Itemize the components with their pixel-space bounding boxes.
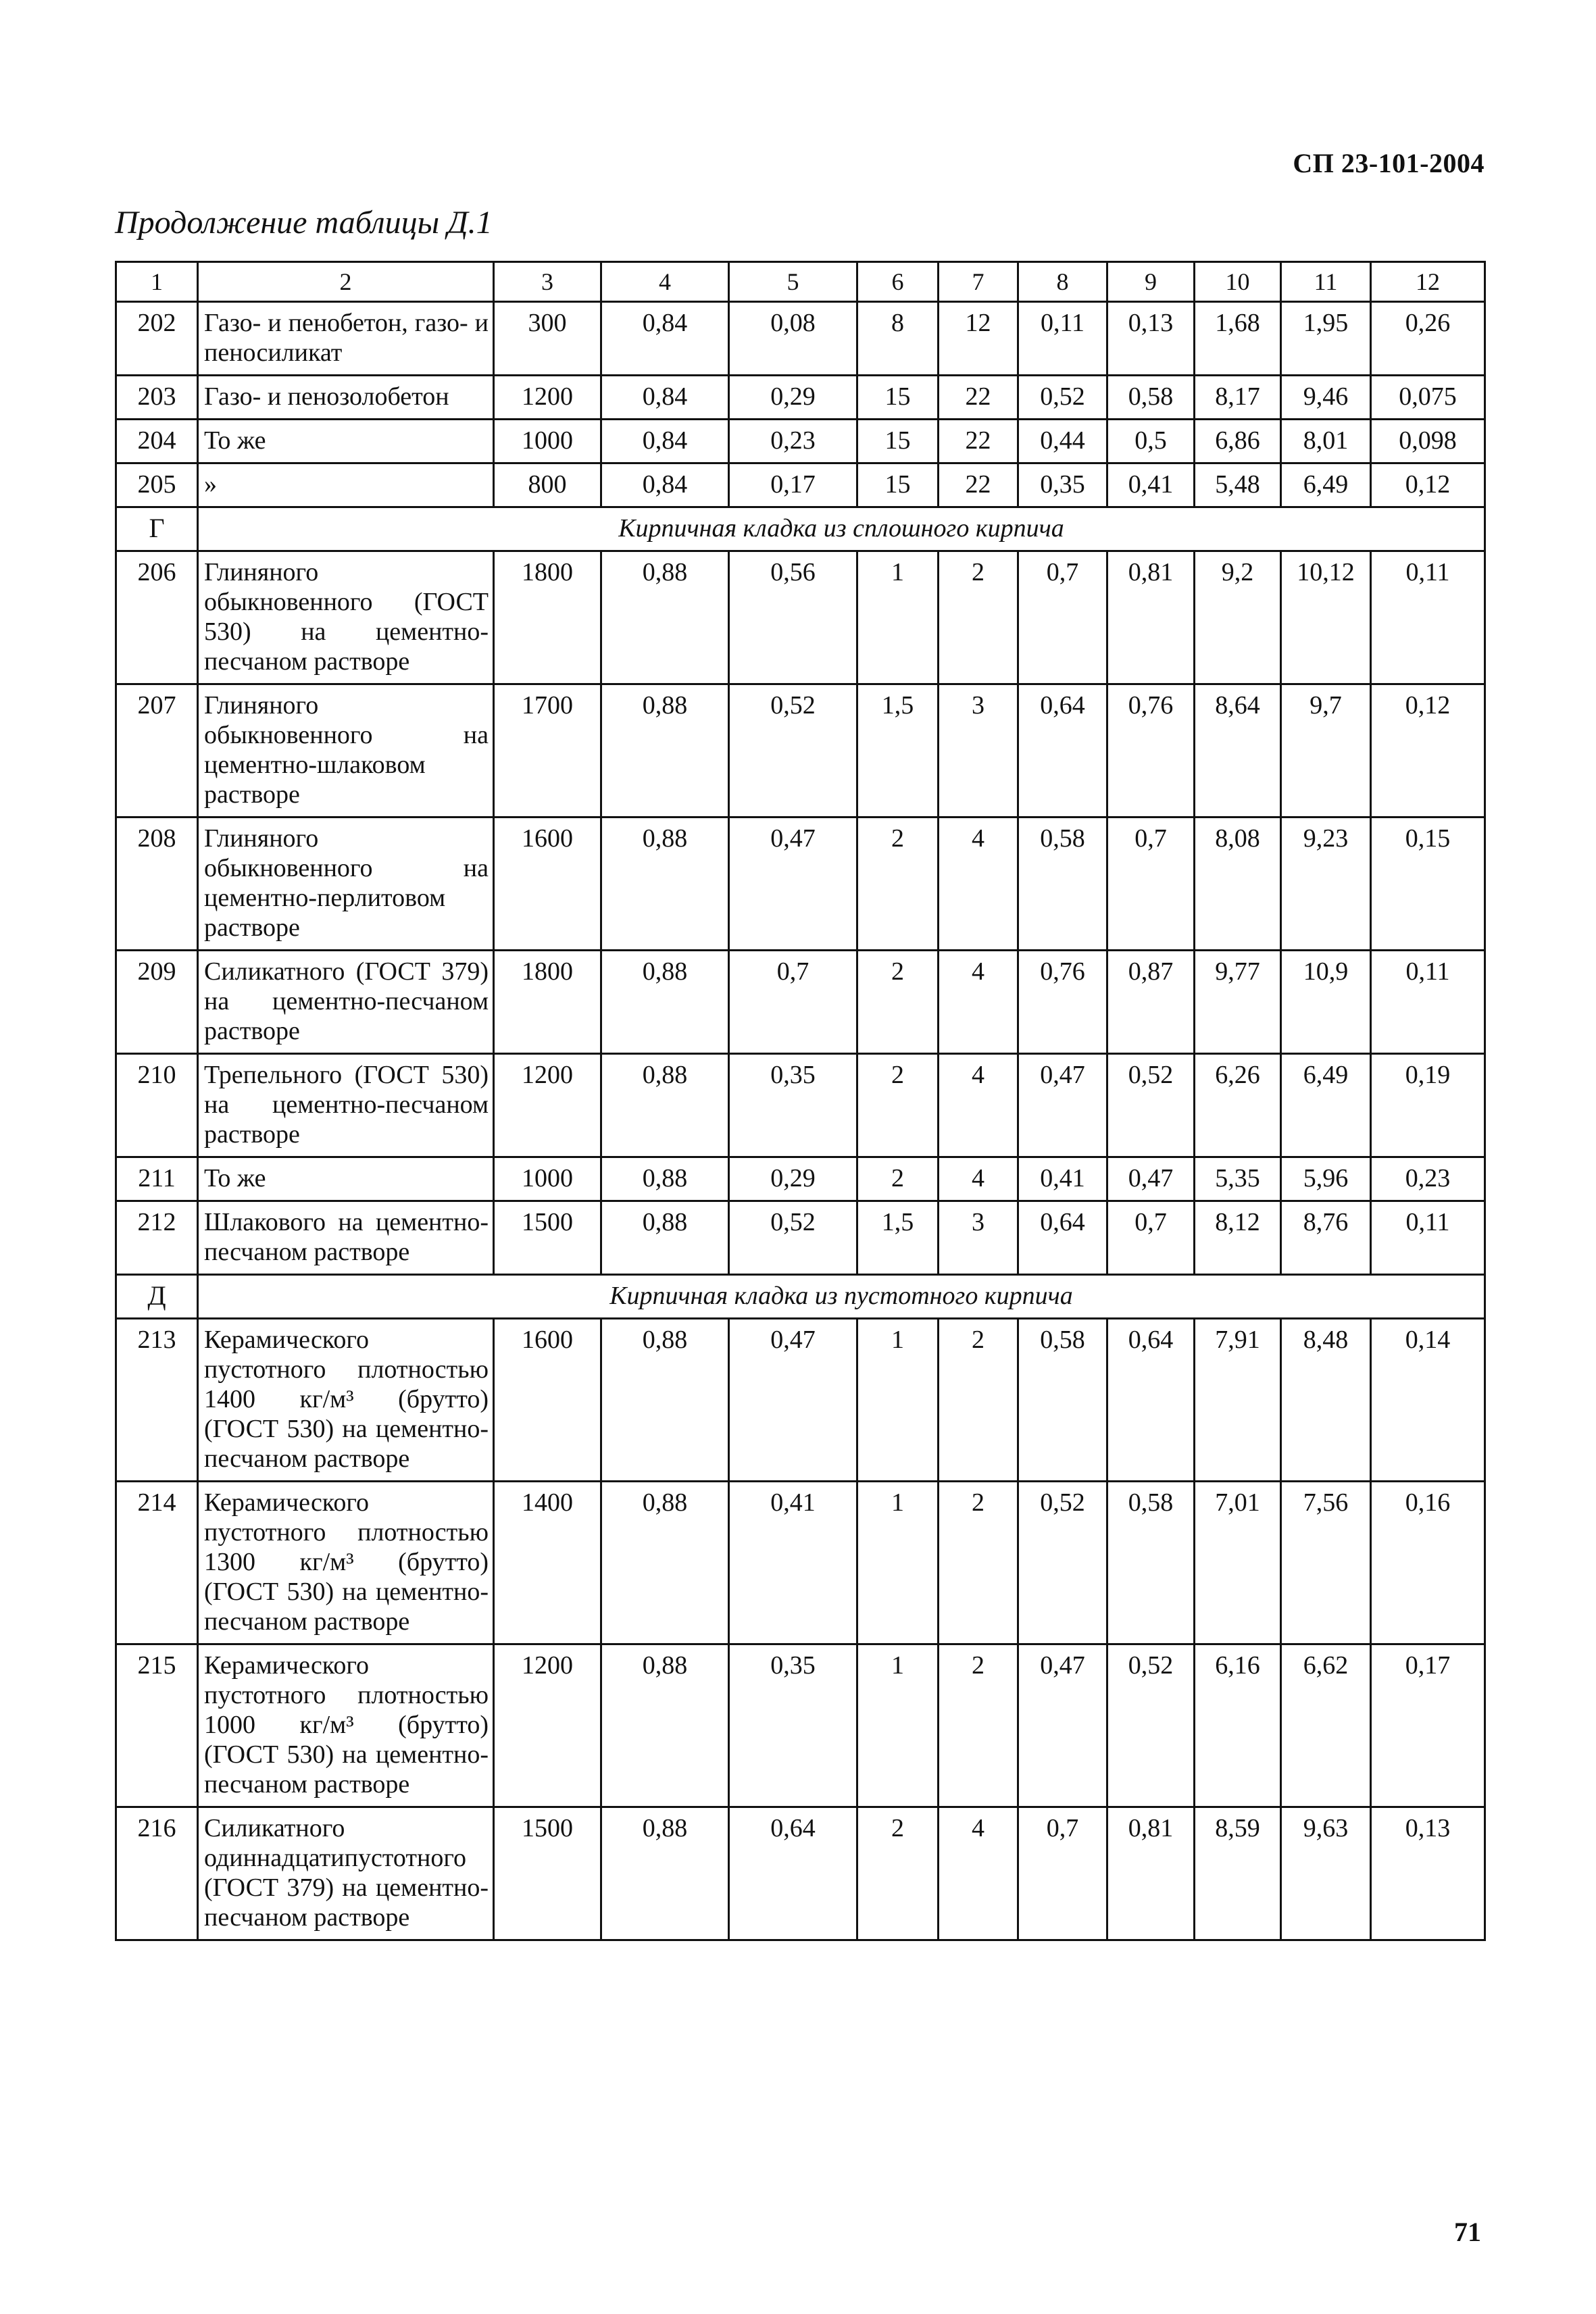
value-cell: 1000 [494, 1157, 601, 1201]
value-cell: 1800 [494, 551, 601, 684]
value-cell: 0,88 [601, 1482, 729, 1644]
value-cell: 9,23 [1281, 818, 1371, 951]
column-number-cell: 8 [1018, 262, 1107, 302]
value-cell: 1200 [494, 1054, 601, 1157]
value-cell: 0,41 [1107, 463, 1195, 507]
material-name-cell: То же [198, 420, 494, 463]
value-cell: 0,7 [1018, 1807, 1107, 1940]
value-cell: 0,08 [729, 302, 857, 376]
value-cell: 2 [939, 1644, 1018, 1807]
value-cell: 0,29 [729, 1157, 857, 1201]
row-number-cell: 215 [116, 1644, 198, 1807]
value-cell: 2 [857, 1054, 939, 1157]
value-cell: 10,12 [1281, 551, 1371, 684]
value-cell: 0,11 [1018, 302, 1107, 376]
value-cell: 0,47 [729, 818, 857, 951]
table-row [116, 951, 1485, 1054]
value-cell: 2 [857, 1157, 939, 1201]
value-cell: 0,7 [729, 951, 857, 1054]
value-cell: 0,88 [601, 1319, 729, 1482]
value-cell: 6,49 [1281, 1054, 1371, 1157]
material-name-cell: Керамического пустотного плотностью 1300 кг/м³ (брутто) (ГОСТ 530) на цементно-песчаном растворе [198, 1482, 494, 1644]
value-cell: 0,12 [1371, 463, 1485, 507]
value-cell: 0,11 [1371, 551, 1485, 684]
value-cell: 5,35 [1195, 1157, 1281, 1201]
row-number-cell: 208 [116, 818, 198, 951]
materials-table [115, 261, 1486, 1941]
value-cell: 0,88 [601, 1644, 729, 1807]
value-cell: 1 [857, 1482, 939, 1644]
column-number-cell: 9 [1107, 262, 1195, 302]
value-cell: 0,84 [601, 463, 729, 507]
value-cell: 4 [939, 1157, 1018, 1201]
value-cell: 0,35 [729, 1644, 857, 1807]
value-cell: 0,76 [1107, 684, 1195, 818]
column-number-cell: 3 [494, 262, 601, 302]
material-name-cell: То же [198, 1157, 494, 1201]
value-cell: 0,12 [1371, 684, 1485, 818]
value-cell: 0,52 [729, 684, 857, 818]
column-number-cell: 10 [1195, 262, 1281, 302]
value-cell: 9,63 [1281, 1807, 1371, 1940]
value-cell: 1400 [494, 1482, 601, 1644]
value-cell: 0,11 [1371, 1201, 1485, 1275]
table-row [116, 1644, 1485, 1807]
material-name-cell: Шлакового на цементно-песчаном растворе [198, 1201, 494, 1275]
material-name-cell: Газо- и пенобетон, газо- и пеносиликат [198, 302, 494, 376]
material-name-cell: » [198, 463, 494, 507]
value-cell: 22 [939, 463, 1018, 507]
table-row [116, 1157, 1485, 1201]
value-cell: 8,08 [1195, 818, 1281, 951]
value-cell: 0,58 [1107, 1482, 1195, 1644]
table-row [116, 818, 1485, 951]
value-cell: 1200 [494, 376, 601, 420]
material-name-cell: Керамического пустотного плотностью 1400 кг/м³ (брутто) (ГОСТ 530) на цементно-песчаном растворе [198, 1319, 494, 1482]
row-number-cell: 204 [116, 420, 198, 463]
value-cell: 1 [857, 1644, 939, 1807]
value-cell: 15 [857, 376, 939, 420]
value-cell: 0,52 [1107, 1644, 1195, 1807]
table-row [116, 463, 1485, 507]
value-cell: 2 [857, 951, 939, 1054]
value-cell: 0,88 [601, 1201, 729, 1275]
section-letter: Г [116, 507, 198, 551]
row-number-cell: 213 [116, 1319, 198, 1482]
table-row [116, 1807, 1485, 1940]
row-number-cell: 209 [116, 951, 198, 1054]
value-cell: 0,58 [1018, 1319, 1107, 1482]
column-number-cell: 11 [1281, 262, 1371, 302]
material-name-cell: Силикатного одиннадцатипустотного (ГОСТ 379) на цементно-песчаном растворе [198, 1807, 494, 1940]
value-cell: 0,58 [1018, 818, 1107, 951]
value-cell: 7,56 [1281, 1482, 1371, 1644]
table-row [116, 1319, 1485, 1482]
material-name-cell: Силикатного (ГОСТ 379) на цементно-песчаном растворе [198, 951, 494, 1054]
column-number-cell: 7 [939, 262, 1018, 302]
value-cell: 0,5 [1107, 420, 1195, 463]
value-cell: 1800 [494, 951, 601, 1054]
value-cell: 0,11 [1371, 951, 1485, 1054]
value-cell: 9,77 [1195, 951, 1281, 1054]
value-cell: 1700 [494, 684, 601, 818]
page-number: 71 [1454, 2217, 1481, 2247]
value-cell: 0,47 [729, 1319, 857, 1482]
row-number-cell: 207 [116, 684, 198, 818]
value-cell: 0,87 [1107, 951, 1195, 1054]
value-cell: 0,47 [1018, 1644, 1107, 1807]
value-cell: 9,2 [1195, 551, 1281, 684]
column-number-cell: 1 [116, 262, 198, 302]
value-cell: 4 [939, 951, 1018, 1054]
value-cell: 8,64 [1195, 684, 1281, 818]
column-number-row [116, 262, 1485, 302]
row-number-cell: 214 [116, 1482, 198, 1644]
value-cell: 2 [857, 818, 939, 951]
value-cell: 0,41 [1018, 1157, 1107, 1201]
material-name-cell: Глиняного обыкновенного на цементно-перлитовом растворе [198, 818, 494, 951]
value-cell: 1,5 [857, 684, 939, 818]
value-cell: 5,96 [1281, 1157, 1371, 1201]
value-cell: 1 [857, 551, 939, 684]
section-title: Кирпичная кладка из пустотного кирпича [198, 1275, 1485, 1319]
value-cell: 15 [857, 420, 939, 463]
value-cell: 0,13 [1371, 1807, 1485, 1940]
table-row [116, 684, 1485, 818]
row-number-cell: 202 [116, 302, 198, 376]
value-cell: 8,01 [1281, 420, 1371, 463]
value-cell: 1600 [494, 818, 601, 951]
value-cell: 1,68 [1195, 302, 1281, 376]
value-cell: 8,76 [1281, 1201, 1371, 1275]
table-body [116, 262, 1485, 1940]
value-cell: 1500 [494, 1807, 601, 1940]
value-cell: 0,15 [1371, 818, 1485, 951]
row-number-cell: 212 [116, 1201, 198, 1275]
value-cell: 0,52 [1018, 376, 1107, 420]
value-cell: 0,88 [601, 551, 729, 684]
value-cell: 0,88 [601, 1054, 729, 1157]
value-cell: 0,56 [729, 551, 857, 684]
material-name-cell: Керамического пустотного плотностью 1000 кг/м³ (брутто) (ГОСТ 530) на цементно-песчаном растворе [198, 1644, 494, 1807]
value-cell: 0,88 [601, 1807, 729, 1940]
value-cell: 800 [494, 463, 601, 507]
value-cell: 0,58 [1107, 376, 1195, 420]
value-cell: 3 [939, 1201, 1018, 1275]
value-cell: 0,47 [1107, 1157, 1195, 1201]
value-cell: 2 [857, 1807, 939, 1940]
value-cell: 4 [939, 1054, 1018, 1157]
value-cell: 6,26 [1195, 1054, 1281, 1157]
column-number-cell: 6 [857, 262, 939, 302]
section-row [116, 507, 1485, 551]
section-row [116, 1275, 1485, 1319]
value-cell: 0,81 [1107, 551, 1195, 684]
value-cell: 0,64 [1107, 1319, 1195, 1482]
value-cell: 0,41 [729, 1482, 857, 1644]
value-cell: 9,7 [1281, 684, 1371, 818]
value-cell: 0,19 [1371, 1054, 1485, 1157]
material-name-cell: Трепельного (ГОСТ 530) на цементно-песчаном растворе [198, 1054, 494, 1157]
value-cell: 1 [857, 1319, 939, 1482]
value-cell: 0,64 [729, 1807, 857, 1940]
value-cell: 0,64 [1018, 684, 1107, 818]
value-cell: 8,17 [1195, 376, 1281, 420]
row-number-cell: 216 [116, 1807, 198, 1940]
value-cell: 8,48 [1281, 1319, 1371, 1482]
value-cell: 6,16 [1195, 1644, 1281, 1807]
value-cell: 0,13 [1107, 302, 1195, 376]
table-row [116, 302, 1485, 376]
row-number-cell: 203 [116, 376, 198, 420]
value-cell: 12 [939, 302, 1018, 376]
material-name-cell: Глиняного обыкновенного на цементно-шлаковом растворе [198, 684, 494, 818]
value-cell: 0,23 [729, 420, 857, 463]
value-cell: 9,46 [1281, 376, 1371, 420]
section-letter: Д [116, 1275, 198, 1319]
value-cell: 0,35 [729, 1054, 857, 1157]
value-cell: 2 [939, 1482, 1018, 1644]
value-cell: 0,64 [1018, 1201, 1107, 1275]
value-cell: 7,91 [1195, 1319, 1281, 1482]
value-cell: 0,81 [1107, 1807, 1195, 1940]
table-row [116, 1054, 1485, 1157]
value-cell: 1,95 [1281, 302, 1371, 376]
row-number-cell: 211 [116, 1157, 198, 1201]
value-cell: 0,14 [1371, 1319, 1485, 1482]
value-cell: 6,86 [1195, 420, 1281, 463]
value-cell: 6,62 [1281, 1644, 1371, 1807]
column-number-cell: 2 [198, 262, 494, 302]
value-cell: 0,29 [729, 376, 857, 420]
value-cell: 6,49 [1281, 463, 1371, 507]
column-number-cell: 5 [729, 262, 857, 302]
value-cell: 3 [939, 684, 1018, 818]
value-cell: 1000 [494, 420, 601, 463]
value-cell: 0,88 [601, 1157, 729, 1201]
value-cell: 1600 [494, 1319, 601, 1482]
table-row [116, 551, 1485, 684]
value-cell: 1,5 [857, 1201, 939, 1275]
value-cell: 2 [939, 551, 1018, 684]
value-cell: 0,84 [601, 376, 729, 420]
row-number-cell: 210 [116, 1054, 198, 1157]
value-cell: 0,44 [1018, 420, 1107, 463]
document-code: СП 23-101-2004 [1293, 148, 1485, 178]
value-cell: 5,48 [1195, 463, 1281, 507]
value-cell: 0,7 [1107, 1201, 1195, 1275]
row-number-cell: 205 [116, 463, 198, 507]
material-name-cell: Глиняного обыкновенного (ГОСТ 530) на цементно-песчаном растворе [198, 551, 494, 684]
material-name-cell: Газо- и пенозолобетон [198, 376, 494, 420]
value-cell: 0,52 [1018, 1482, 1107, 1644]
value-cell: 0,52 [1107, 1054, 1195, 1157]
value-cell: 0,88 [601, 951, 729, 1054]
value-cell: 2 [939, 1319, 1018, 1482]
value-cell: 22 [939, 376, 1018, 420]
table-row [116, 420, 1485, 463]
table-row [116, 1482, 1485, 1644]
value-cell: 0,7 [1107, 818, 1195, 951]
value-cell: 0,88 [601, 684, 729, 818]
value-cell: 0,84 [601, 420, 729, 463]
value-cell: 0,35 [1018, 463, 1107, 507]
value-cell: 10,9 [1281, 951, 1371, 1054]
value-cell: 0,52 [729, 1201, 857, 1275]
value-cell: 0,16 [1371, 1482, 1485, 1644]
value-cell: 0,7 [1018, 551, 1107, 684]
value-cell: 8,59 [1195, 1807, 1281, 1940]
value-cell: 7,01 [1195, 1482, 1281, 1644]
value-cell: 0,23 [1371, 1157, 1485, 1201]
table-row [116, 1201, 1485, 1275]
value-cell: 0,88 [601, 818, 729, 951]
table-row [116, 376, 1485, 420]
value-cell: 8 [857, 302, 939, 376]
value-cell: 0,075 [1371, 376, 1485, 420]
column-number-cell: 4 [601, 262, 729, 302]
value-cell: 0,76 [1018, 951, 1107, 1054]
row-number-cell: 206 [116, 551, 198, 684]
value-cell: 0,84 [601, 302, 729, 376]
value-cell: 15 [857, 463, 939, 507]
value-cell: 0,26 [1371, 302, 1485, 376]
value-cell: 4 [939, 818, 1018, 951]
column-number-cell: 12 [1371, 262, 1485, 302]
value-cell: 22 [939, 420, 1018, 463]
value-cell: 1500 [494, 1201, 601, 1275]
value-cell: 4 [939, 1807, 1018, 1940]
value-cell: 0,47 [1018, 1054, 1107, 1157]
value-cell: 0,098 [1371, 420, 1485, 463]
section-title: Кирпичная кладка из сплошного кирпича [198, 507, 1485, 551]
value-cell: 0,17 [1371, 1644, 1485, 1807]
value-cell: 1200 [494, 1644, 601, 1807]
value-cell: 300 [494, 302, 601, 376]
value-cell: 8,12 [1195, 1201, 1281, 1275]
table-caption: Продолжение таблицы Д.1 [115, 205, 493, 241]
value-cell: 0,17 [729, 463, 857, 507]
